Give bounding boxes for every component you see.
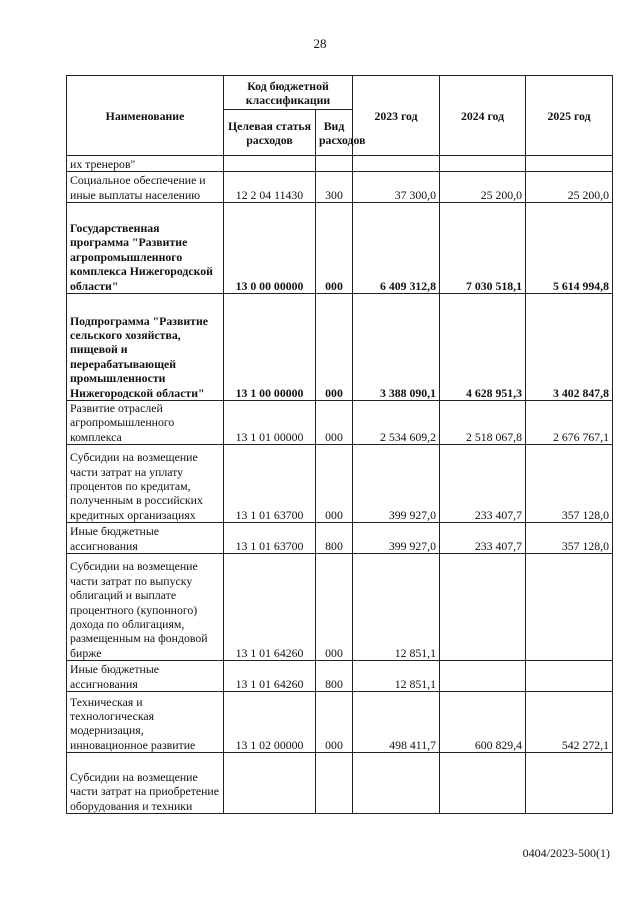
row-target-article bbox=[224, 753, 316, 814]
row-expense-type: 000 bbox=[316, 203, 353, 294]
row-target-article: 13 0 00 00000 bbox=[224, 203, 316, 294]
row-2023 bbox=[353, 156, 440, 172]
document-code: 0404/2023-500(1) bbox=[522, 846, 610, 860]
row-expense-type: 000 bbox=[316, 445, 353, 523]
row-2025: 357 128,0 bbox=[526, 523, 613, 554]
table-row bbox=[67, 294, 613, 401]
row-name: Субсидии на возмещение части затрат по выпуску облигаций и выплате процентного (купонного) дохода по облигациям, размещенным на фондовой бирже bbox=[67, 554, 224, 661]
row-target-article: 13 1 00 00000 bbox=[224, 294, 316, 401]
row-2025: 2 676 767,1 bbox=[526, 401, 613, 445]
table-row bbox=[67, 203, 613, 294]
row-2023: 12 851,1 bbox=[353, 554, 440, 661]
row-target-article: 13 1 01 64260 bbox=[224, 661, 316, 692]
row-name: Субсидии на возмещение части затрат на уплату процентов по кредитам, полученным в российских кредитных организациях bbox=[67, 445, 224, 523]
table-row bbox=[67, 753, 613, 814]
row-2023: 498 411,7 bbox=[353, 692, 440, 753]
row-name: Социальное обеспечение и иные выплаты населению bbox=[67, 172, 224, 203]
row-expense-type: 300 bbox=[316, 172, 353, 203]
row-expense-type bbox=[316, 156, 353, 172]
table-row bbox=[67, 172, 613, 203]
header-code-group: Код бюджетной классификации bbox=[224, 76, 353, 110]
row-name: Иные бюджетные ассигнования bbox=[67, 523, 224, 554]
row-2025: 542 272,1 bbox=[526, 692, 613, 753]
row-2023: 12 851,1 bbox=[353, 661, 440, 692]
row-2023: 399 927,0 bbox=[353, 445, 440, 523]
row-2024 bbox=[440, 661, 526, 692]
row-2025 bbox=[526, 661, 613, 692]
table-row bbox=[67, 156, 613, 172]
row-2025: 3 402 847,8 bbox=[526, 294, 613, 401]
header-expense-type: Вид расходов bbox=[316, 110, 353, 156]
header-2025: 2025 год bbox=[526, 76, 613, 156]
row-2023: 6 409 312,8 bbox=[353, 203, 440, 294]
row-2025: 357 128,0 bbox=[526, 445, 613, 523]
row-2023: 399 927,0 bbox=[353, 523, 440, 554]
row-expense-type: 800 bbox=[316, 523, 353, 554]
table-row bbox=[67, 554, 613, 661]
row-target-article bbox=[224, 156, 316, 172]
row-2025 bbox=[526, 554, 613, 661]
row-2023: 2 534 609,2 bbox=[353, 401, 440, 445]
row-2023: 3 388 090,1 bbox=[353, 294, 440, 401]
row-expense-type: 000 bbox=[316, 294, 353, 401]
row-2024 bbox=[440, 554, 526, 661]
row-2025 bbox=[526, 753, 613, 814]
header-2023: 2023 год bbox=[353, 76, 440, 156]
row-target-article: 13 1 02 00000 bbox=[224, 692, 316, 753]
row-2024: 600 829,4 bbox=[440, 692, 526, 753]
row-2024: 4 628 951,3 bbox=[440, 294, 526, 401]
row-name: Развитие отраслей агропромышленного комплекса bbox=[67, 401, 224, 445]
row-target-article: 13 1 01 64260 bbox=[224, 554, 316, 661]
header-name: Наименование bbox=[67, 76, 224, 156]
row-expense-type: 800 bbox=[316, 661, 353, 692]
row-target-article: 13 1 01 00000 bbox=[224, 401, 316, 445]
row-name: Иные бюджетные ассигнования bbox=[67, 661, 224, 692]
row-2024 bbox=[440, 753, 526, 814]
table-row bbox=[67, 523, 613, 554]
table-row bbox=[67, 661, 613, 692]
row-name: Государственная программа "Развитие агропромышленного комплекса Нижегородской области" bbox=[67, 203, 224, 294]
row-name: их тренеров" bbox=[67, 156, 224, 172]
header-target-article: Целевая статья расходов bbox=[224, 110, 316, 156]
page-number: 28 bbox=[313, 36, 327, 51]
row-target-article: 13 1 01 63700 bbox=[224, 445, 316, 523]
row-expense-type: 000 bbox=[316, 554, 353, 661]
budget-table bbox=[66, 75, 613, 814]
table-row bbox=[67, 692, 613, 753]
row-2025 bbox=[526, 156, 613, 172]
row-2023 bbox=[353, 753, 440, 814]
row-expense-type bbox=[316, 753, 353, 814]
row-expense-type: 000 bbox=[316, 692, 353, 753]
row-2024 bbox=[440, 156, 526, 172]
row-2023: 37 300,0 bbox=[353, 172, 440, 203]
table-row bbox=[67, 401, 613, 445]
row-expense-type: 000 bbox=[316, 401, 353, 445]
row-2024: 25 200,0 bbox=[440, 172, 526, 203]
row-2024: 233 407,7 bbox=[440, 523, 526, 554]
row-name: Техническая и технологическая модернизация, инновационное развитие bbox=[67, 692, 224, 753]
row-name: Подпрограмма "Развитие сельского хозяйства, пищевой и перерабатывающей промышленности Нижегородской области" bbox=[67, 294, 224, 401]
row-2024: 2 518 067,8 bbox=[440, 401, 526, 445]
header-2024: 2024 год bbox=[440, 76, 526, 156]
row-2025: 5 614 994,8 bbox=[526, 203, 613, 294]
table-row bbox=[67, 445, 613, 523]
row-2025: 25 200,0 bbox=[526, 172, 613, 203]
row-target-article: 13 1 01 63700 bbox=[224, 523, 316, 554]
row-target-article: 12 2 04 11430 bbox=[224, 172, 316, 203]
row-2024: 233 407,7 bbox=[440, 445, 526, 523]
row-name: Субсидии на возмещение части затрат на приобретение оборудования и техники bbox=[67, 753, 224, 814]
row-2024: 7 030 518,1 bbox=[440, 203, 526, 294]
